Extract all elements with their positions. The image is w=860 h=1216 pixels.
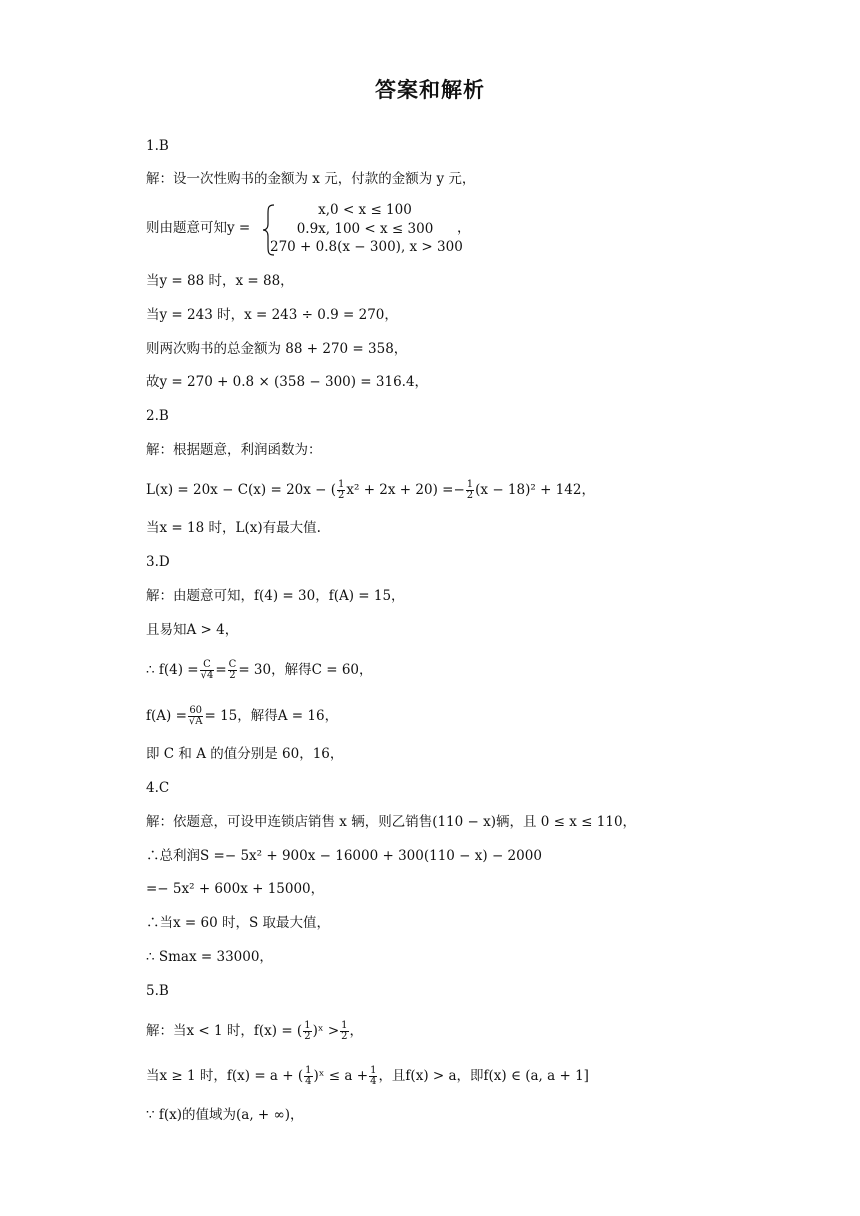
answer-4-label: 4.C — [146, 780, 170, 796]
fraction: $\frac{1}{4}$ — [370, 1065, 377, 1087]
q3-line-4: f(A) = $\frac{60}{√A}$ = 15，解得A = 16， — [146, 705, 339, 727]
q4-line-4: ∴当x = 60 时，S 取最大值， — [146, 915, 331, 931]
q4-line-1: 解：依题意，可设甲连锁店销售 x 辆，则乙销售(110 − x)辆，且 0 ≤ x ≤ 110， — [146, 814, 637, 830]
answer-3-label: 3.D — [146, 554, 170, 570]
fraction: $\frac{1}{2}$ — [466, 479, 474, 501]
q2-line-2 — [146, 480, 595, 501]
q3-line-1: 解：由题意可知，f(4) = 30，f(A) = 15， — [146, 588, 405, 604]
piece-case-2: 0.9x, 100 < x ≤ 300 — [296, 220, 434, 237]
answer-2-label: 2.B — [146, 408, 169, 424]
q2-expr-c: (x − 18)² + 142， — [475, 482, 595, 498]
piece-case-3: 270 + 0.8(x − 300), x > 300 — [270, 239, 463, 255]
q4-line-5: ∴ Smax = 33000， — [146, 949, 273, 965]
q1-line-2: 则由题意可知y = — [146, 220, 251, 236]
q2-line-3: 当x = 18 时，L(x)有最大值. — [146, 520, 321, 536]
q2-line-1: 解：根据题意，利润函数为： — [146, 442, 322, 458]
q2-expr-a: L(x) = 20x − C(x) = 20x − ( — [146, 482, 337, 498]
q5-line-3: ∵ f(x)的值域为(a, + ∞)， — [146, 1107, 304, 1123]
fraction: $\frac{C}{√4}$ — [200, 659, 214, 681]
q3-line-5: 即 C 和 A 的值分别是 60，16， — [146, 746, 344, 762]
fraction: $\frac{1}{4}$ — [305, 1065, 312, 1087]
q3-line-2: 且易知A > 4， — [146, 622, 239, 638]
fraction: $\frac{C}{2}$ — [228, 659, 237, 681]
piecewise-cases — [270, 201, 463, 257]
page-title: 答案和解析 — [375, 78, 485, 102]
q3-line-3: ∴ f(4) = $\frac{C}{√4}$ = $\frac{C}{2}$ = 30，解得C = 60， — [146, 659, 373, 681]
fraction: $\frac{1}{2}$ — [304, 1020, 311, 1042]
piece-case-1: x,0 < x ≤ 100 — [318, 202, 412, 218]
fraction: $\frac{1}{2}$ — [341, 1020, 348, 1042]
q1-line-3: 当y = 88 时，x = 88， — [146, 273, 294, 289]
q1-piece-end: ， — [457, 220, 471, 236]
fraction: $\frac{1}{2}$ — [338, 479, 345, 501]
q4-line-2: ∴总利润S =− 5x² + 900x − 16000 + 300(110 − x) − 2000 — [146, 848, 542, 864]
q4-line-3: =− 5x² + 600x + 15000， — [146, 881, 325, 897]
answer-5-label: 5.B — [146, 983, 169, 999]
q5-line-2: 当x ≥ 1 时，f(x) = a + ( $\frac{1}{4}$ )ˣ ≤ a + $\frac{1}{4}$ ，且f(x) > a，即f(x) ∈ (a, a + 1] — [146, 1065, 589, 1087]
fraction: $\frac{60}{√A}$ — [188, 705, 203, 727]
q1-line-6: 故y = 270 + 0.8 × (358 − 300) = 316.4， — [146, 374, 429, 390]
q1-line-4: 当y = 243 时，x = 243 ÷ 0.9 = 270， — [146, 307, 398, 323]
q1-line-1: 解：设一次性购书的金额为 x 元，付款的金额为 y 元， — [146, 171, 476, 187]
q5-line-1: 解：当x < 1 时，f(x) = ( $\frac{1}{2}$ )ˣ > $\frac{1}{2}$ ， — [146, 1020, 364, 1042]
answer-1-label: 1.B — [146, 138, 169, 154]
q2-expr-b: x² + 2x + 20) =− — [346, 482, 465, 498]
q1-line-5: 则两次购书的总金额为 88 + 270 = 358， — [146, 341, 408, 357]
